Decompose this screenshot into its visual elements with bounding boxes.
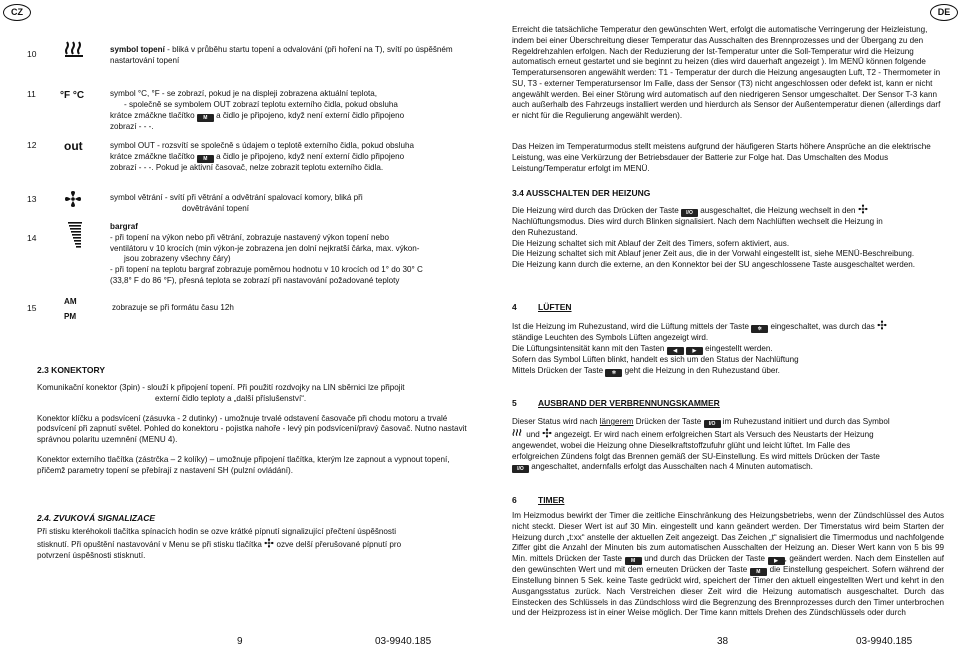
- konektory-p2: Konektor klíčku a podsvícení (zásuvka - 2 dutinky) - umožnuje trvalé odstavení časovače při chodu motoru a trvalé podsvícení při zapnutí světel. Pohled do konektoru - pojistka nahoře - levý pin podsvícení/pravý časovač. Nutno nastavit správnou polaritu uzemnění (MENU 4).: [37, 413, 467, 444]
- ausschalten-l1b: ausgeschaltet, die Heizung wechselt in den: [700, 206, 856, 215]
- row-13-description: [110, 193, 480, 215]
- ausschalten-l1a: Die Heizung wird durch das Drücken der Taste: [512, 206, 679, 215]
- ausbrand-l1b: Drücken der Taste: [635, 417, 702, 426]
- ausschalten-heading: 3.4 AUSSCHALTEN DER HEIZUNG: [512, 188, 651, 198]
- ausbrand-heading: AUSBRAND DER VERBRENNUNGSKAMMER: [538, 398, 720, 408]
- menu-key-icon: M: [197, 114, 214, 122]
- row-12-line1: symbol OUT - rozsvítí se společně s údajem o teplotě externího čidla, pokud obsluha: [110, 141, 414, 150]
- ausschalten-l2: Nachlüftungsmodus. Dies wird durch Blinken signalisiert. Nach dem Nachlüften wechselt die Heizung in: [512, 217, 883, 226]
- row-15-description: zobrazuje se při formátu času 12h: [112, 303, 234, 312]
- row-13-line2: dovětrávání topení: [182, 203, 250, 213]
- row-14-description: [110, 222, 480, 287]
- ausbrand-l5: angeschaltet, andernfalls erfolgt das Ausschalten nach 4 Minuten automatisch.: [531, 462, 813, 472]
- row-14-line4: - při topení na teplotu bargraf zobrazuje poměrnou hodnotu v 10 krocích od 1° do 30° C: [110, 265, 423, 274]
- row-11-line4: zobrazí - - -.: [110, 121, 154, 131]
- intro-paragraph-2: Das Heizen im Temperaturmodus stellt meistens aufgrund der häufigeren Starts höhere Ansprüche an die elektrische Leistung, was eine Verkürzung der Betriebsdauer der Batterie zur Folge hat. Das Umschalten des Modus Leistung/Temperatur erfolgt im MENÜ.: [512, 142, 931, 173]
- fan-icon: [542, 428, 552, 438]
- ausbrand-text: [512, 417, 944, 473]
- left-arrow-key-icon: ◀: [667, 347, 684, 355]
- lueften-heading: LÜFTEN: [538, 302, 572, 312]
- timer-text-1: Im Heizmodus bewirkt der Timer die zeitliche Einschränkung des Heizungsbetriebs, wenn der Zündschlüssel des Autos nicht steckt. Dieser Wert ist auf 30 Min. eingestellt und kann geändert werden. Der Timerstatus wird beim Starten der Heizung durch „t:xx“ anstelle der aktuellen Zeit angezeigt. Das Zeichen „t“ signalisiert die Timermodus und nachfolgende Ziffer gibt die Anzahl der Minuten bis zum automatischen Ausschalten der Heizung an. Dieser Wert kann von 5 bis 99 Min. mittels Drücken der Taste: [512, 511, 944, 563]
- language-badge-de: DE: [930, 4, 958, 21]
- row-13-line1: symbol větrání - svítí při větrání a odvětrání spalovací komory, bliká při: [110, 193, 363, 202]
- signalizace-p1a: Při stisku kteréhokoli tlačítka spínacích hodin se ozve krátké pípnutí signalizující přečtení úspěšnosti: [37, 527, 397, 536]
- fan-icon: [877, 320, 887, 330]
- bargraph-icon: [68, 222, 82, 248]
- left-doc-code: 03-9940.185: [375, 636, 432, 647]
- row-10-description: symbol topení - bliká v průběhu startu topení a odvalování (při hoření na T), svítí po úspěšném nastartování topení: [110, 45, 453, 65]
- am-icon: AM: [64, 297, 77, 306]
- ausbrand-l1u: längerem: [599, 417, 634, 426]
- fan-key-icon: ✲: [605, 369, 622, 377]
- row-14-line2: ventilátoru v 10 krocích (min výkon-je zobrazena jen dolní nejkratší čárka, max. výkon-: [110, 243, 420, 253]
- ausschalten-l6: Die Heizung kann durch die externe, an den Konnektor bei der SU angeschlossene Taste ausgeschaltet werden.: [512, 260, 915, 269]
- lueften-text: [512, 320, 944, 377]
- row-12-line2b: a čidlo je připojeno, když není externí čidlo připojeno: [216, 151, 405, 161]
- row-11-line3a: krátce zmáčkne tlačítko: [110, 110, 195, 120]
- fan-icon: [64, 190, 82, 208]
- right-page-number: 38: [717, 636, 729, 647]
- fan-icon: [858, 204, 868, 214]
- fan-key-icon: ✲: [751, 325, 768, 333]
- left-page-number: 9: [237, 636, 243, 647]
- heating-icon: [64, 40, 86, 58]
- timer-text-4: die Einstellung gespeichert. Sofern während der Einstellung binnen 5 Sek. keine Taste gedrückt wird, speichert der Timer den aktuell eingestellten Wert und kehrt in den Ausgangsstatus zurück. Nach Verstreichen dieser Zeit wird die Heizung automatisch ausgeschaltet. Durch das Einstecken des Schlüssels in das Zündschloss wird die Begrenzung des Brennprozesses durch den Timer unterbrochen und der Heizprozess ist in einer Weise möglich. Der Time kann mittels Drehen des Zündschlüssels oder durch: [512, 565, 945, 618]
- heating-icon: [512, 428, 524, 438]
- signalizace-heading: 2.4. ZVUKOVÁ SIGNALIZACE: [37, 513, 156, 523]
- lueften-l2: ständige Leuchten des Symbols Lüften angezeigt wird.: [512, 333, 709, 342]
- row-12-line2a: krátce zmáčkne tlačítko: [110, 151, 195, 161]
- row-number: 10: [27, 49, 37, 59]
- power-key-icon: I/O: [681, 209, 698, 217]
- lueften-l3b: eingestellt werden.: [705, 343, 773, 353]
- signalizace-text: [37, 527, 477, 561]
- power-key-icon: I/O: [704, 420, 721, 428]
- konektory-p1a: Komunikační konektor (3pin) - slouží k připojení topení. Při použití rozdvojky na LIN sběrnici lze připojit: [37, 383, 405, 392]
- konektory-p1b: externí čidlo teploty a „další příslušenství“.: [155, 393, 307, 403]
- timer-text-2: und durch das Drücken der Taste: [644, 554, 765, 563]
- language-badge-cz: CZ: [3, 4, 31, 21]
- row-number: 15: [27, 303, 37, 313]
- menu-key-icon: M: [197, 155, 214, 163]
- signalizace-p1c: ozve delší přerušované pípnutí pro: [276, 539, 402, 549]
- ausbrand-l1a: Dieser Status wird nach: [512, 417, 598, 426]
- lueften-l5a: Mittels Drücken der Taste: [512, 365, 604, 375]
- power-key-icon: I/O: [512, 465, 529, 473]
- fan-icon: [264, 538, 274, 548]
- konektory-text: [37, 383, 477, 476]
- konektory-heading: 2.3 KONEKTORY: [37, 365, 106, 375]
- bargraf-title: bargraf: [110, 222, 138, 231]
- row-11-line2: - společně se symbolem OUT zobrazí teplotu externího čidla, pokud obsluha: [124, 99, 398, 109]
- arrow-key-icon: ▶: [768, 557, 785, 565]
- lueften-l5b: geht die Heizung in den Ruhezustand über.: [624, 365, 780, 375]
- row-12-line3: zobrazí - - -. Pokud je aktivní časovač, nelze zobrazit teplotu externího čidla.: [110, 162, 384, 172]
- row-number: 13: [27, 194, 37, 204]
- row-11-line1: symbol °C, °F - se zobrazí, pokud je na displeji zobrazena aktuální teplota,: [110, 89, 377, 98]
- lueften-l4: Sofern das Symbol Lüften blinkt, handelt es sich um den Status der Nachlüftung: [512, 354, 799, 364]
- ausbrand-l2a: und: [526, 430, 540, 439]
- ausschalten-l4: Die Heizung schaltet sich mit Ablauf der Zeit des Timers, sofern aktiviert, aus.: [512, 238, 790, 248]
- ausbrand-l4: erfolgreichen Zündens folgt das Brennen gemäß der SU-Einstellung. Es wird mittels Drücken der Taste: [512, 451, 880, 461]
- right-doc-code: 03-9940.185: [856, 636, 913, 647]
- ausschalten-l3: den Ruhezustand.: [512, 227, 578, 237]
- ausbrand-l1c: im Ruhezustand initiiert und durch das Symbol: [722, 417, 890, 426]
- temperature-unit-icon: °F °C: [60, 90, 85, 101]
- timer-text: [512, 511, 944, 619]
- intro-paragraph: Erreicht die tatsächliche Temperatur den gewünschten Wert, erfolgt die automatische Verringerung der Heizleistung, indem bei einer Überschreitung dieser Temperatur das Ausschalten des Brennprozesses und der Übergang zu den Regeldrehzahlen erfolgen. Nach der Reduzierung der Ist-Temperatur unter die Soll-Temperatur wird die Heizung automatisch erneut gestartet und sie beginnt zu heizen (dies wird dauerhaft angezeigt ). Im MENÜ können folgende Temperatursensoren angewählt werden: T1 - Temperatur der durch die Heizung angesaugten Luft, T2 - Thermometer in SU, T3 - externer Temperatursensor Im Falle, dass der Sensor (T3) nicht angeschlossen oder defekt ist, kann er nicht angewählt werden. Bei einer Störung wird automatisch auf den niedrigeren Sensor umgeschaltet. Der Sensor T-3 kann auch außerhalb des Fahrzeugs installiert werden und hierdurch als Sensor der Außentemperatur dienen (allerdings darf er nicht für die Regulierung angewählt werden).: [512, 25, 941, 120]
- row-11-description: [110, 89, 480, 132]
- timer-number: 6: [512, 495, 517, 505]
- row-14-line3: jsou zobrazeny všechny čáry): [124, 254, 231, 264]
- pm-icon: PM: [64, 312, 77, 321]
- row-11-line3b: a čidlo je připojeno, když není externí čidlo připojeno: [216, 110, 405, 120]
- right-arrow-key-icon: ▶: [686, 347, 703, 355]
- row-14-line5: (33,8° F do 86 °F), přesná teplota se zobrazí při nastavování požadované teploty: [110, 275, 400, 285]
- lueften-l1a: Ist die Heizung im Ruhezustand, wird die Lüftung mittels der Taste: [512, 322, 749, 331]
- signalizace-p1b: stisknutí. Při opuštění nastavování v Menu se při stisku tlačítka: [37, 539, 262, 549]
- timer-heading: TIMER: [538, 495, 565, 505]
- ausbrand-l3: angewendet, wobei die Heizung ohne Dieselkraftstoffzufuhr glüht und leicht lüftet. Im Falle des: [512, 440, 851, 450]
- row-number: 11: [27, 89, 36, 99]
- row-number: 12: [27, 140, 37, 150]
- signalizace-p1d: potvrzení úspěšnosti stisknutí.: [37, 550, 146, 560]
- ausbrand-l2b: angezeigt. Er wird nach einem erfolgreichen Start als Versuch des Neustarts der Heizung: [554, 430, 874, 439]
- lueften-l3a: Die Lüftungsintensität kann mit den Tasten: [512, 343, 665, 353]
- row-number: 14: [27, 233, 37, 243]
- timer-text-3: , geändert werden. Nach dem Einstellen auf den gewünschten Wert und mit dem erneuten Drücken der Taste: [512, 554, 945, 574]
- menu-key-icon: M: [625, 557, 642, 565]
- out-icon: out: [64, 139, 83, 153]
- ausbrand-number: 5: [512, 398, 517, 408]
- lueften-number: 4: [512, 302, 517, 312]
- konektory-p3: Konektor externího tlačítka (zástrčka – 2 kolíky) – umožnuje připojení tlačítka, kterým lze zapnout a vypnout topení, přičemž parametry topení se přebírají z nastavení SH (pulzní ovládání).: [37, 454, 450, 475]
- menu-key-icon: M: [750, 568, 767, 576]
- row-14-line1: - při topení na výkon nebo při větrání, zobrazuje nastavený výkon topení nebo: [110, 232, 389, 242]
- ausschalten-text: [512, 204, 944, 271]
- row-12-description: [110, 141, 480, 174]
- lueften-l1b: eingeschaltet, was durch das: [770, 322, 875, 331]
- ausschalten-l5: Die Heizung schaltet sich mit Ablauf jener Zeit aus, die in der Vorwahl eingestellt ist, siehe MENÜ-Beschreibung.: [512, 249, 915, 259]
